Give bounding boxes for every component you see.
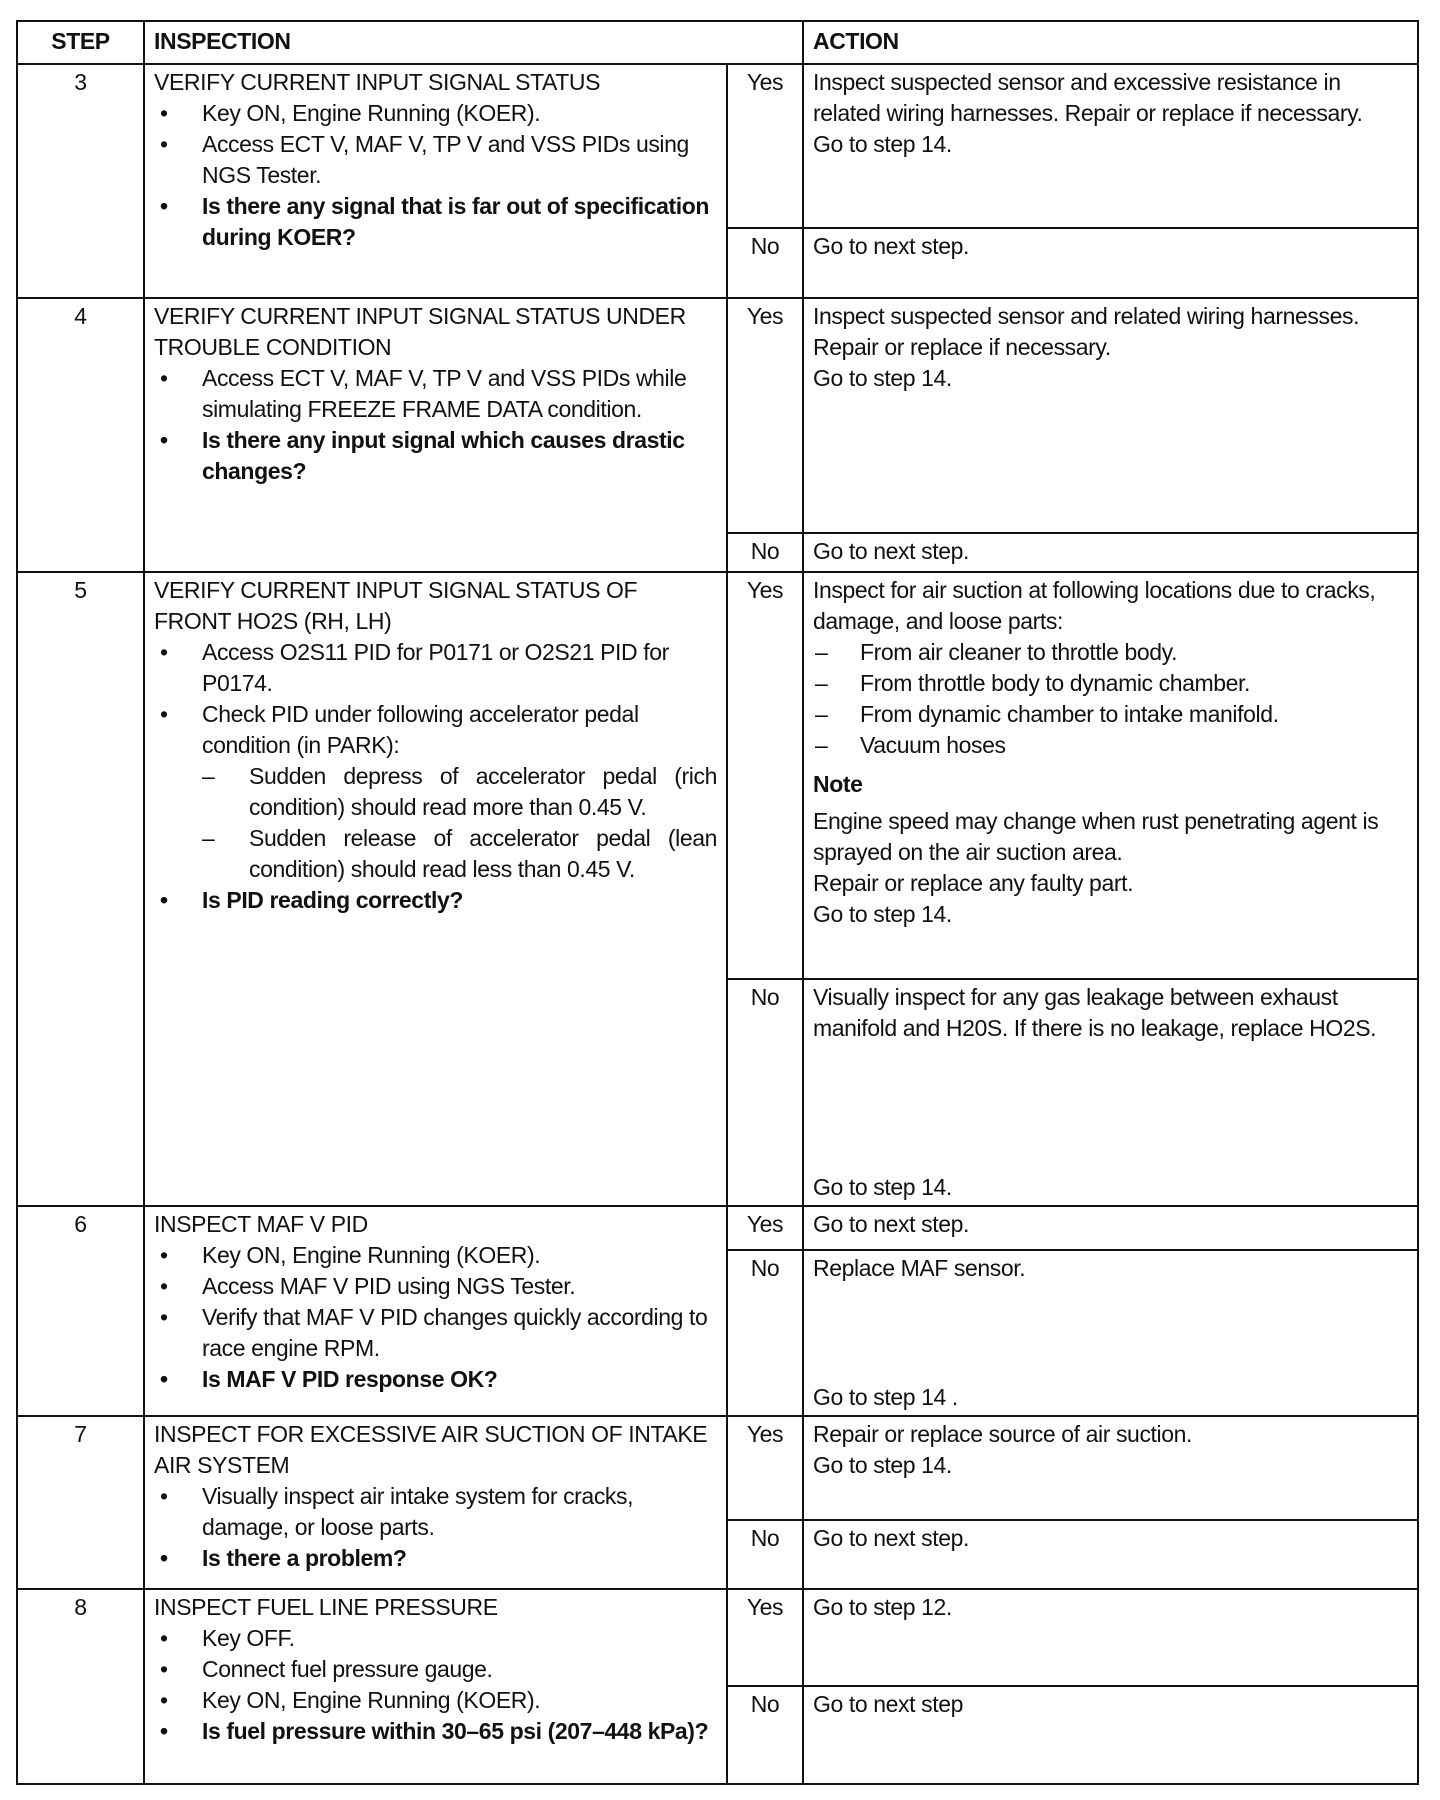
inspection-bullet: • Access O2S11 PID for P0171 or O2S21 PID for P0174.	[154, 637, 717, 699]
action-text: Go to next step	[813, 1691, 963, 1717]
action-text: Visually inspect for any gas leakage between exhaust manifold and H20S. If there is no leakage, replace HO2S.	[813, 984, 1377, 1041]
yes-label-cell	[726, 1205, 804, 1251]
action-text: Replace MAF sensor.	[813, 1255, 1026, 1281]
action-dash-item: – From air cleaner to throttle body.	[813, 637, 1408, 668]
inspection-bullet: • Check PID under following accelerator pedal condition (in PARK):	[154, 699, 717, 761]
action-text: Inspect suspected sensor and related wiring harnesses. Repair or replace if necessary.	[813, 303, 1360, 360]
yes-label-cell	[726, 63, 804, 229]
inspection-bullet: • Connect fuel pressure gauge.	[154, 1654, 717, 1685]
yes-label-cell	[726, 1588, 804, 1687]
yes-label: Yes	[746, 303, 784, 329]
action-text: Go to step 14.	[813, 1452, 952, 1478]
step-number: 7	[74, 1421, 87, 1447]
header-inspection	[143, 20, 804, 65]
inspection-title: INSPECT FOR EXCESSIVE AIR SUCTION OF INTAKE AIR SYSTEM	[154, 1421, 708, 1478]
inspection-bullet: • Key ON, Engine Running (KOER).	[154, 1685, 717, 1716]
no-action-cell	[802, 227, 1419, 299]
action-dash-item: – From dynamic chamber to intake manifold.	[813, 699, 1408, 730]
note-heading: Note	[813, 771, 863, 797]
no-label: No	[750, 1255, 780, 1281]
yes-label: Yes	[746, 1421, 784, 1447]
inspection-title: VERIFY CURRENT INPUT SIGNAL STATUS	[154, 69, 601, 95]
yes-label-cell	[726, 1415, 804, 1521]
no-label: No	[750, 1525, 780, 1551]
action-text: Go to next step.	[813, 1525, 969, 1551]
no-label-cell	[726, 227, 804, 299]
no-label-cell	[726, 1249, 804, 1417]
step-number: 8	[74, 1594, 87, 1620]
no-action-cell	[802, 1519, 1419, 1590]
action-dash-item: – Vacuum hoses	[813, 730, 1408, 761]
inspection-question: • Is there a problem?	[154, 1543, 717, 1574]
inspection-bullet: • Access ECT V, MAF V, TP V and VSS PIDs while simulating FREEZE FRAME DATA condition.	[154, 363, 717, 425]
step-number-cell	[16, 1205, 145, 1417]
yes-action-cell	[802, 571, 1419, 980]
no-label-cell	[726, 978, 804, 1207]
step-number: 3	[74, 69, 87, 95]
yes-label-cell	[726, 571, 804, 980]
no-action-cell	[802, 532, 1419, 573]
step-number-cell	[16, 63, 145, 299]
inspection-cell	[143, 297, 728, 573]
action-text: Inspect for air suction at following locations due to cracks, damage, and loose parts:	[813, 577, 1376, 634]
inspection-bullet: • Verify that MAF V PID changes quickly according to race engine RPM.	[154, 1302, 717, 1364]
inspection-cell	[143, 1415, 728, 1590]
no-label: No	[750, 538, 780, 564]
no-label-cell	[726, 532, 804, 573]
yes-action-cell	[802, 1415, 1419, 1521]
action-text: Go to step 14.	[813, 901, 952, 927]
inspection-bullet: • Key ON, Engine Running (KOER).	[154, 98, 717, 129]
no-label: No	[750, 984, 780, 1010]
header-step	[16, 20, 145, 65]
yes-action-cell	[802, 63, 1419, 229]
no-label: No	[750, 1691, 780, 1717]
action-text: Go to step 14.	[813, 131, 952, 157]
action-dash-item: – From throttle body to dynamic chamber.	[813, 668, 1408, 699]
action-text: Repair or replace any faulty part.	[813, 870, 1134, 896]
yes-label: Yes	[746, 69, 784, 95]
action-text: Go to step 14.	[813, 1174, 952, 1200]
inspection-bullet: • Access ECT V, MAF V, TP V and VSS PIDs using NGS Tester.	[154, 129, 717, 191]
yes-label: Yes	[746, 1594, 784, 1620]
inspection-cell	[143, 1205, 728, 1417]
action-text: Go to next step.	[813, 233, 969, 259]
yes-action-cell	[802, 1588, 1419, 1687]
header-step-label: STEP	[51, 28, 110, 54]
no-label-cell	[726, 1685, 804, 1785]
action-text: Go to step 12.	[813, 1594, 952, 1620]
inspection-bullet: • Key OFF.	[154, 1623, 717, 1654]
header-action	[802, 20, 1419, 65]
no-label: No	[750, 233, 780, 259]
header-inspection-label: INSPECTION	[154, 28, 291, 54]
action-text: Inspect suspected sensor and excessive resistance in related wiring harnesses. Repair or replace if necessary.	[813, 69, 1363, 126]
inspection-bullet: • Key ON, Engine Running (KOER).	[154, 1240, 717, 1271]
step-number: 4	[74, 303, 87, 329]
inspection-title: VERIFY CURRENT INPUT SIGNAL STATUS UNDER TROUBLE CONDITION	[154, 303, 686, 360]
action-text: Go to step 14.	[813, 365, 952, 391]
step-number-cell	[16, 297, 145, 573]
yes-label-cell	[726, 297, 804, 534]
yes-action-cell	[802, 1205, 1419, 1251]
step-number: 5	[74, 577, 87, 603]
inspection-cell	[143, 63, 728, 299]
action-text: Engine speed may change when rust penetrating agent is sprayed on the air suction area.	[813, 808, 1379, 865]
inspection-bullet: • Access MAF V PID using NGS Tester.	[154, 1271, 717, 1302]
no-action-cell	[802, 1249, 1419, 1417]
yes-label: Yes	[746, 577, 784, 603]
action-text: Go to next step.	[813, 1211, 969, 1237]
inspection-title: INSPECT FUEL LINE PRESSURE	[154, 1594, 498, 1620]
no-action-cell	[802, 1685, 1419, 1785]
inspection-question: • Is MAF V PID response OK?	[154, 1364, 717, 1395]
no-label-cell	[726, 1519, 804, 1590]
inspection-question: • Is there any input signal which causes drastic changes?	[154, 425, 717, 487]
no-action-cell	[802, 978, 1419, 1207]
yes-label: Yes	[746, 1211, 784, 1237]
action-text: Repair or replace source of air suction.	[813, 1421, 1193, 1447]
yes-action-cell	[802, 297, 1419, 534]
inspection-cell	[143, 1588, 728, 1785]
inspection-question: • Is PID reading correctly?	[154, 885, 717, 916]
inspection-bullet: • Visually inspect air intake system for cracks, damage, or loose parts.	[154, 1481, 717, 1543]
header-action-label: ACTION	[813, 28, 899, 54]
inspection-cell	[143, 571, 728, 1207]
inspection-dash-item: – Sudden depress of accelerator pedal (rich condition) should read more than 0.45 V.	[154, 761, 717, 823]
step-number: 6	[74, 1211, 87, 1237]
step-number-cell	[16, 571, 145, 1207]
inspection-question: • Is fuel pressure within 30–65 psi (207–448 kPa)?	[154, 1716, 717, 1747]
inspection-dash-item: – Sudden release of accelerator pedal (lean condition) should read less than 0.45 V.	[154, 823, 717, 885]
action-text: Go to step 14 .	[813, 1384, 958, 1410]
action-text: Go to next step.	[813, 538, 969, 564]
inspection-title: INSPECT MAF V PID	[154, 1211, 368, 1237]
step-number-cell	[16, 1588, 145, 1785]
step-number-cell	[16, 1415, 145, 1590]
inspection-question: • Is there any signal that is far out of specification during KOER?	[154, 191, 717, 253]
inspection-title: VERIFY CURRENT INPUT SIGNAL STATUS OF FRONT HO2S (RH, LH)	[154, 577, 638, 634]
